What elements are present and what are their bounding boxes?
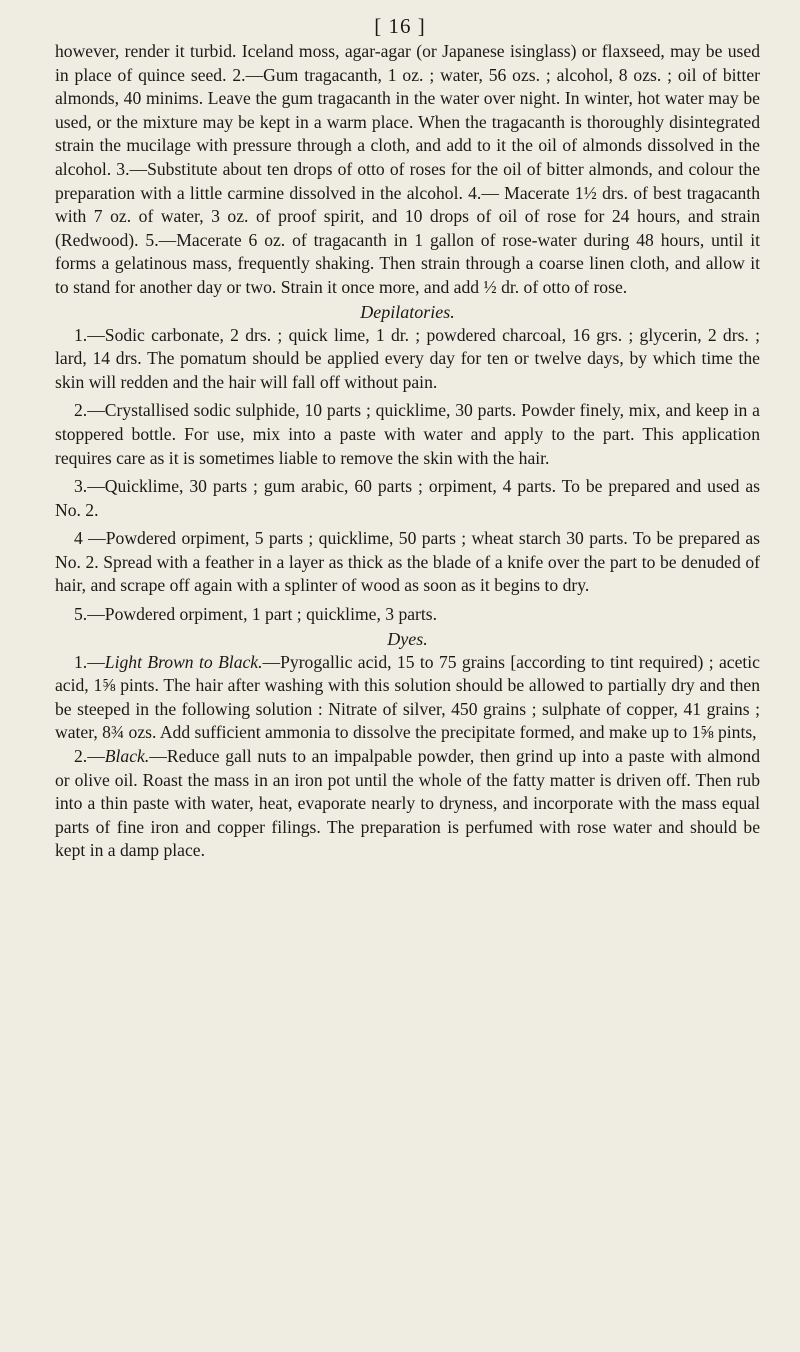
dye-recipe-1-text: —Pyrogallic acid, 15 to 75 grains [according to tint required) ; acetic acid, 1⅝ pints. The hair after washing with this solution should be allowed to partially dry and then be steeped in the following solution : Nitrate of silver, 450 grains ; sulphate of copper, 41 grains ; water, 8¾ ozs. Add sufficient ammonia to dissolve the precipitate formed, and make up to 1⅝ pints, [55, 651, 760, 743]
depilatory-recipe-3: 3.—Quicklime, 30 parts ; gum arabic, 60 parts ; orpiment, 4 parts. To be prepared and used as No. 2. [55, 476, 760, 520]
depilatory-recipe-5: 5.—Powdered orpiment, 1 part ; quicklime, 3 parts. [74, 604, 438, 625]
page-body [55, 40, 760, 863]
dye-recipe-2-number: 2.— [74, 746, 105, 767]
intro-paragraph: however, render it turbid. Iceland moss, agar-agar (or Japanese isinglass) or flaxseed, may be used in place of quince seed. 2.—Gum tragacanth, 1 oz. ; water, 56 ozs. ; alcohol, 8 ozs. ; oil of bitter almonds, 40 minims. Leave the gum tragacanth in the water over night. In winter, hot water may be used, or the mixture may be kept in a warm place. When the tragacanth is thoroughly disintegrated strain the mucilage with pressure through a cloth, and add to it the oil of almonds dissolved in the alcohol. 3.—Substitute about ten drops of otto of roses for the oil of bitter almonds, and colour the preparation with a little carmine dissolved in the alcohol. 4.— Macerate 1½ drs. of best tragacanth with 7 oz. of water, 3 oz. of proof spirit, and 10 drops of oil of rose for 24 hours, and strain (Redwood). 5.—Macerate 6 oz. of tragacanth in 1 gallon of rose-water during 48 hours, until it forms a gelatinous mass, frequently shaking. Then strain through a coarse linen cloth, and allow it to stand for another day or two. Strain it once more, and add ½ dr. of otto of rose. [55, 41, 760, 297]
dye-recipe-1-number: 1.— [74, 651, 105, 672]
depilatory-recipe-4: 4 —Powdered orpiment, 5 parts ; quicklime, 50 parts ; wheat starch 30 parts. To be prepared as No. 2. Spread with a feather in a layer as thick as the blade of a knife over the part to be denuded of hair, and scrape off again with a splinter of wood as soon as it begins to dry. [55, 528, 760, 596]
dye-recipe-2-text: —Reduce gall nuts to an impalpable powder, then grind up into a paste with almond or olive oil. Roast the mass in an iron pot until the whole of the fatty matter is driven off. Then rub into a thin paste with water, heat, evaporate nearly to dryness, and incorporate with the mass equal parts of fine iron and copper filings. The preparation is perfumed with rose water and should be kept in a damp place. [55, 746, 760, 861]
page-number: [ 16 ] [374, 14, 426, 38]
dye-recipe-1 [55, 651, 760, 745]
depilatory-recipe-1: 1.—Sodic carbonate, 2 drs. ; quick lime, 1 dr. ; powdered charcoal, 16 grs. ; glycerin, 2 drs. ; lard, 14 drs. The pomatum should be applied every day for ten or twelve days, by which time the skin will redden and the hair will fall off without pain. [55, 324, 760, 392]
depilatory-recipe-2: 2.—Crystallised sodic sulphide, 10 parts ; quicklime, 30 parts. Powder finely, mix, and keep in a stoppered bottle. For use, mix into a paste with water and apply to the part. This application requires care as it is sometimes liable to remove the skin with the hair. [55, 400, 760, 468]
dye-recipe-2 [55, 745, 760, 863]
dye-recipe-1-title: Light Brown to Black. [104, 651, 263, 672]
dyes-heading: Dyes. [387, 628, 428, 649]
depilatories-heading: Depilatories. [360, 301, 455, 322]
dye-recipe-2-title: Black. [104, 746, 150, 767]
